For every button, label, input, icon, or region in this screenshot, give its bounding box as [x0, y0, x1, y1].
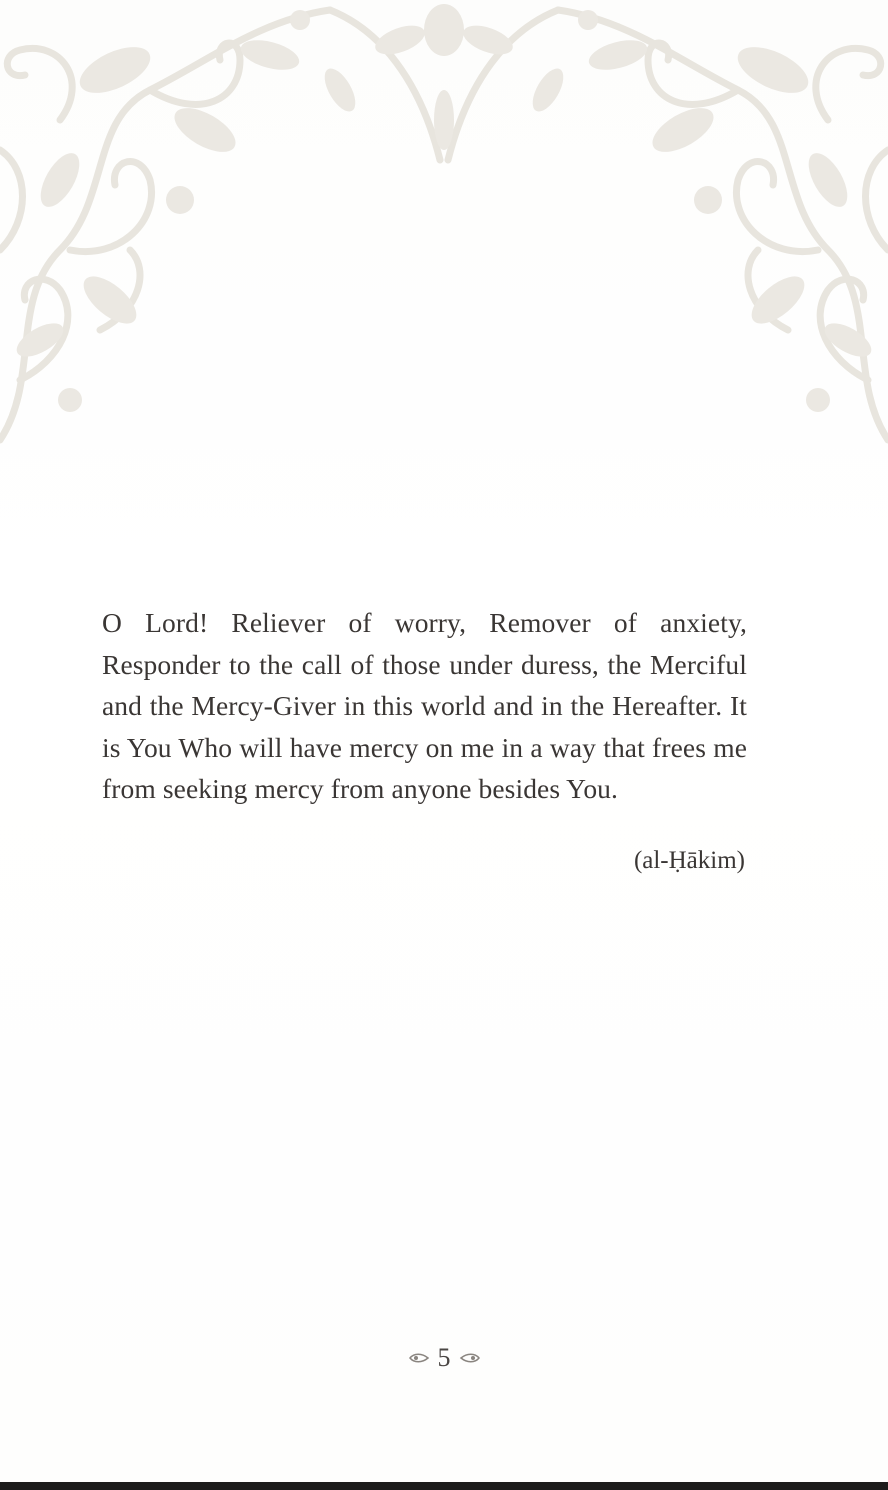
- floral-arabesque-ornament: [0, 0, 888, 470]
- supplication-text: O Lord! Reliever of worry, Remover of anxiety, Responder to the call of those under duress, the Merciful and the Mercy-Giver in this world and in the Hereafter. It is You Who will have mercy on me in a way that frees me from seeking mercy from anyone besides You.: [102, 607, 747, 805]
- page-number-footer: [0, 1343, 888, 1373]
- page-bottom-edge: [0, 1482, 888, 1490]
- page-number: 5: [437, 1343, 451, 1372]
- leaf-flourish-icon: [459, 1351, 481, 1365]
- leaf-flourish-icon: [408, 1351, 430, 1365]
- source-citation: (al-Ḥākim): [633, 847, 745, 874]
